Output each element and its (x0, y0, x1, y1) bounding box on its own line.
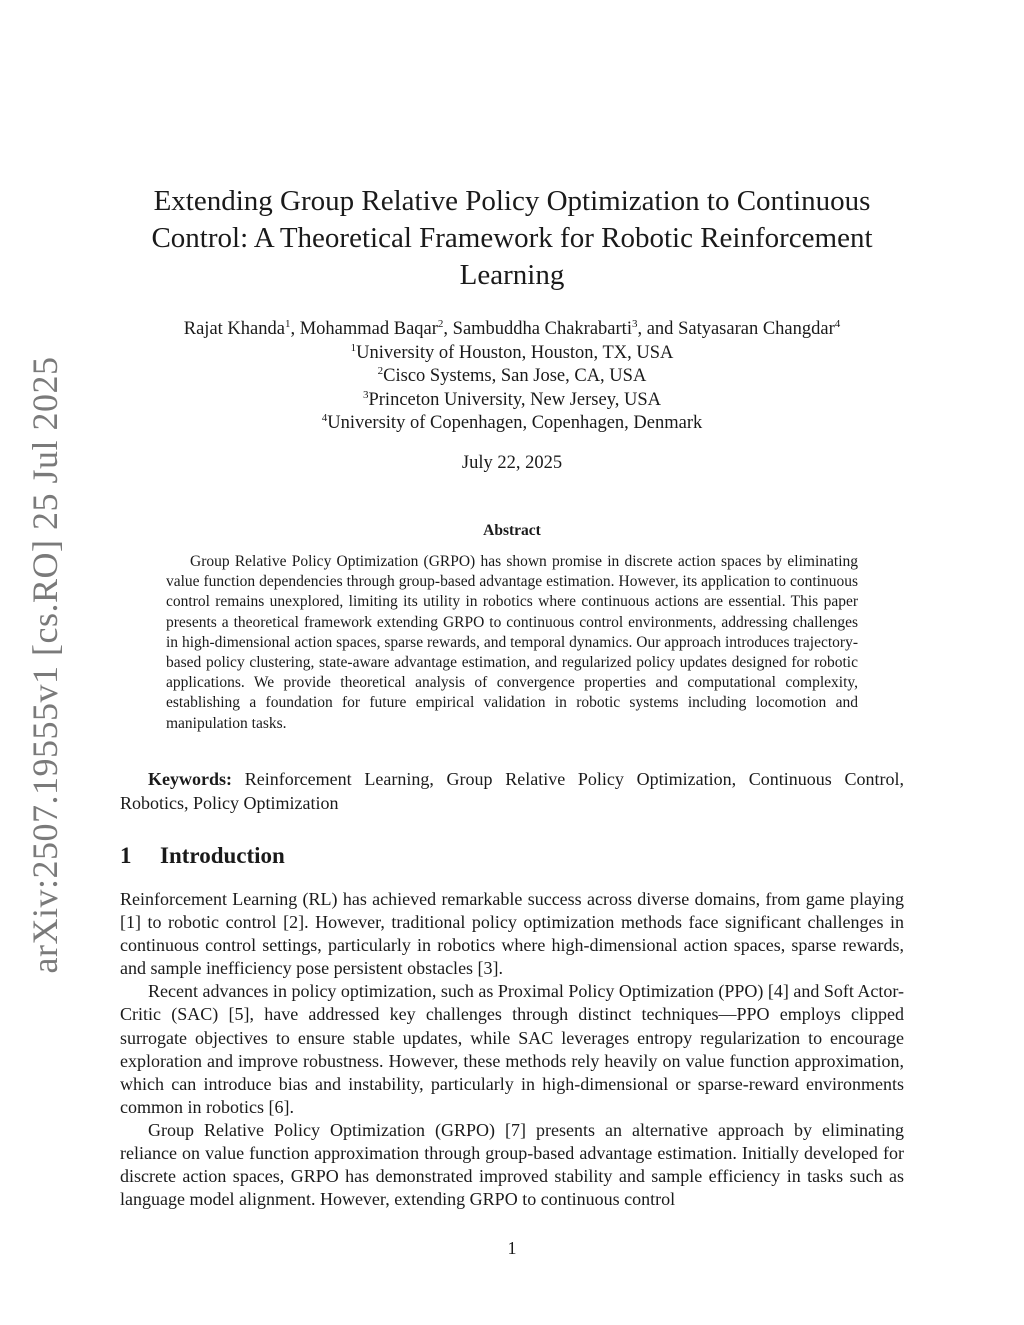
author-name: Satyasaran Changdar (678, 319, 835, 339)
abstract-heading: Abstract (483, 522, 541, 539)
author-list (100, 318, 924, 342)
body-paragraph: Group Relative Policy Optimization (GRPO) [7] presents an alternative approach by eliminating reliance on value function approximation through group-based advantage estimation. Initially developed for discrete action spaces, GRPO has demonstrated improved stability and sample efficiency in tasks such as language model alignment. However, extending GRPO to continuous control (120, 1119, 904, 1210)
author-block (100, 318, 924, 436)
affiliation-text: University of Copenhagen, Copenhagen, Denmark (327, 413, 703, 433)
affiliation-line (100, 365, 924, 389)
author-separator: , and (637, 319, 679, 339)
affiliation-mark: 1 (350, 341, 357, 354)
body-paragraph: Reinforcement Learning (RL) has achieved remarkable success across diverse domains, from game playing [1] to robotic control [2]. However, traditional policy optimization methods face significant challenges in continuous control settings, particularly in robotics where high-dimensional action spaces, sparse rewards, and sample inefficiency pose persistent obstacles [3]. (120, 889, 904, 979)
paper-title: Extending Group Relative Policy Optimization to Continuous Control: A Theoretical Framework for Robotic Reinforcement Learning (151, 185, 873, 291)
arxiv-identifier-stamp: arXiv:2507.19555v1 [cs.RO] 25 Jul 2025 (25, 356, 65, 974)
keywords-label: Keywords: (148, 769, 232, 789)
author-separator: , (290, 319, 300, 339)
author-separator: , (443, 319, 453, 339)
section-title: Introduction (160, 843, 285, 868)
affiliation-text: Princeton University, New Jersey, USA (368, 389, 662, 410)
affiliation-mark: 4 (321, 411, 328, 424)
affiliation-line (100, 342, 924, 366)
body-paragraph: Recent advances in policy optimization, such as Proximal Policy Optimization (PPO) [4] and Soft Actor-Critic (SAC) [5], have addressed key challenges through distinct techniques—PPO employs clipped surrogate objectives to ensure stable updates, while SAC leverages entropy regularization to encourage exploration and improve robustness. However, these methods rely heavily on value function approximation, which can introduce bias and instability, particularly in high-dimensional or sparse-reward environments common in robotics [6]. (120, 981, 904, 1117)
affiliation-line (100, 389, 924, 413)
author-affiliation-mark: 2 (437, 317, 444, 330)
author-affiliation-mark: 3 (631, 317, 638, 330)
page-number: 1 (507, 1238, 517, 1258)
author-affiliation-mark: 1 (284, 317, 291, 330)
affiliation-mark: 3 (362, 388, 369, 401)
author-affiliation-mark: 4 (834, 317, 841, 330)
keywords (120, 768, 904, 815)
keywords-text: Reinforcement Learning, Group Relative Policy Optimization, Continuous Control, Robotics, Policy Optimization (120, 769, 904, 813)
section-heading (120, 843, 285, 869)
affiliation-line (100, 412, 924, 436)
abstract-text: Group Relative Policy Optimization (GRPO) has shown promise in discrete action spaces by eliminating value function dependencies through group-based advantage estimation. However, its application to continuous control remains unexplored, limiting its utility in robotics where continuous actions are essential. This paper presents a theoretical framework extending GRPO to continuous control environments, addressing challenges in high-dimensional action spaces, sparse rewards, and temporal dynamics. Our approach introduces trajectory-based policy clustering, state-aware advantage estimation, and regularized policy updates designed for robotic applications. We provide theoretical analysis of convergence properties and computational complexity, establishing a foundation for future empirical validation in robotic systems including locomotion and manipulation tasks. (166, 553, 858, 732)
affiliation-mark: 2 (377, 364, 384, 377)
affiliation-text: University of Houston, Houston, TX, USA (356, 342, 674, 363)
publication-date: July 22, 2025 (461, 453, 563, 473)
section-body (120, 888, 904, 1211)
author-name: Rajat Khanda (183, 319, 285, 339)
author-name: Mohammad Baqar (299, 319, 438, 339)
affiliation-text: Cisco Systems, San Jose, CA, USA (383, 366, 647, 386)
author-name: Sambuddha Chakrabarti (452, 319, 632, 339)
section-number: 1 (120, 843, 132, 868)
